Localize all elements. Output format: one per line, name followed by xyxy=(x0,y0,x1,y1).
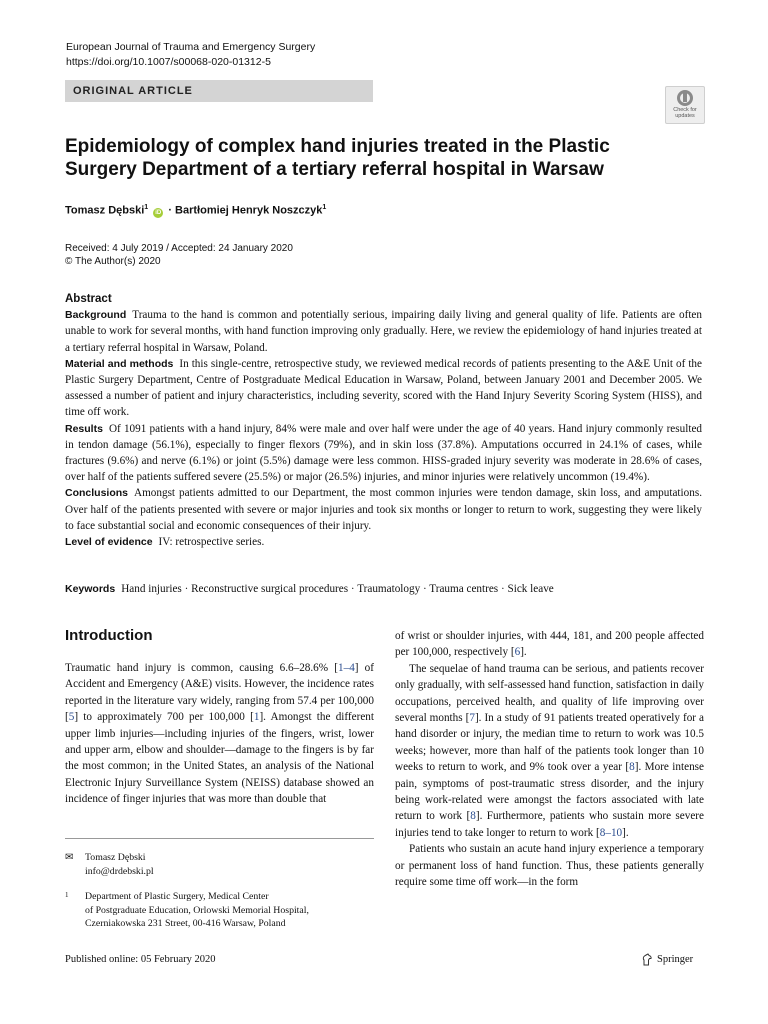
citation-link[interactable]: 5 xyxy=(68,711,75,724)
text-run: ] to approximately 700 per 100,000 [ xyxy=(74,711,254,724)
abstract-level-of-evidence xyxy=(65,534,702,550)
intro-paragraph xyxy=(395,661,704,841)
keywords xyxy=(65,583,554,595)
abstract-text: IV: retrospective series. xyxy=(158,536,265,549)
citation-link[interactable]: 6 xyxy=(514,646,521,659)
affiliation-line: Department of Plastic Surgery, Medical Center xyxy=(85,891,269,902)
abstract-label: Material and methods xyxy=(65,357,174,370)
correspondence-email[interactable]: info@drdebski.pl xyxy=(85,865,154,877)
doi-link[interactable]: https://doi.org/10.1007/s00068-020-01312-5 xyxy=(66,55,271,68)
text-run: ]. Amongst the different upper limb injuries—including injuries of the fingers, wrist, lower and upper arm, elbow and shoulder—damage to the fingers is by far the most common; in the United States, an analysis of the National Electronic Injury Surveillance System (NEISS) database showed an incidence of finger injuries that was more than double that xyxy=(65,711,374,806)
received-accepted: Received: 4 July 2019 / Accepted: 24 January 2020 xyxy=(65,243,293,254)
journal-name: European Journal of Trauma and Emergency Surgery xyxy=(66,41,316,53)
keywords-text: Hand injuries · Reconstructive surgical procedures · Traumatology · Trauma centres · Sick leave xyxy=(121,583,554,595)
intro-paragraph xyxy=(65,660,374,808)
text-run: ]. xyxy=(622,826,629,839)
footnote-divider xyxy=(65,838,374,839)
author-affiliation-mark: 1 xyxy=(144,204,149,211)
published-date: Published online: 05 February 2020 xyxy=(65,954,216,965)
citation-link[interactable]: 8 xyxy=(629,761,635,774)
text-run: Patients who sustain an acute hand injury experience a temporary or permanent loss of hand function. Thus, these patients generally require some time off work—in the form xyxy=(395,843,704,889)
springer-horse-icon xyxy=(641,953,653,966)
abstract-text: In this single-centre, retrospective study, we reviewed medical records of patients presenting to the A&E Unit of the Plastic Surgery Department, Centre of Postgraduate Medical Education in Warsaw, Poland, between January 2001 and December 2005. We assessed a number of patient and injury characteristics, including severity, scored with the Hand Injury Severity Scoring System (HISS), and time off work. xyxy=(65,357,702,419)
journal-header xyxy=(66,40,315,69)
affiliation-mark: 1 xyxy=(65,891,69,899)
text-run: of wrist or shoulder injuries, with 444, 181, and 200 people affected per 100,000, respectively [ xyxy=(395,630,704,659)
check-for-updates-badge[interactable] xyxy=(665,86,705,124)
citation-link[interactable]: 7 xyxy=(469,712,475,725)
section-heading-introduction: Introduction xyxy=(65,627,153,644)
text-run: ]. In a study of 91 patients treated operatively for a hand disorder or injury, the median time to return to work was 10.5 weeks; however, more than half of the patients took longer than 10 weeks to return to work, and 9% took over a year [ xyxy=(395,712,704,774)
abstract-text: Trauma to the hand is common and potentially serious, impairing daily living and general quality of life. Patients are often unable to work for several months, with hand function improving only gradually. Here, we review the epidemiology of hand injuries treated at a tertiary referral hospital in Warsaw, Poland. xyxy=(65,309,702,354)
text-run: ]. Furthermore, patients who sustain more severe injuries tend to take longer to return to work [ xyxy=(395,810,704,839)
abstract-methods xyxy=(65,356,702,421)
abstract-background xyxy=(65,307,702,356)
correspondence xyxy=(65,851,154,878)
abstract-label: Background xyxy=(65,309,127,322)
author-separator: · xyxy=(168,204,172,217)
correspondence-name: Tomasz Dębski xyxy=(85,852,146,863)
text-run: ] of Accident and Emergency (A&E) visits. However, the incidence rates reported in the literature vary widely, ranging from 57.4 per 100,000 [ xyxy=(65,662,374,724)
abstract-text: Amongst patients admitted to our Department, the most common injuries were tendon damage, skin loss, and amputations. Over half of the patients presented with severe or major injuries and took six months or longer to return to work, suggesting they were likely to face substantial social and economic consequences of their injury. xyxy=(65,487,702,532)
abstract-label: Level of evidence xyxy=(65,536,153,549)
author-list xyxy=(65,204,326,218)
author-name[interactable]: Bartłomiej Henryk Noszczyk xyxy=(175,204,323,217)
intro-paragraph xyxy=(395,841,704,890)
copyright: © The Author(s) 2020 xyxy=(65,256,161,267)
affiliation xyxy=(65,890,365,931)
article-dates xyxy=(65,242,293,268)
envelope-icon: ✉ xyxy=(65,852,74,863)
abstract-label: Conclusions xyxy=(65,487,129,500)
affiliation-line: Czerniakowska 231 Street, 00-416 Warsaw, Poland xyxy=(85,918,286,929)
text-run: The sequelae of hand trauma can be serious, and patients recover only gradually, with self-assessed hand function, satisfaction in daily occupations, perceived health, and quality of life improving over several months [ xyxy=(395,662,704,725)
article-title: Epidemiology of complex hand injuries treated in the Plastic Surgery Department of a tertiary referral hospital in Warsaw xyxy=(65,136,610,180)
abstract-results xyxy=(65,421,702,486)
body-column-right xyxy=(395,628,704,891)
abstract-heading: Abstract xyxy=(65,293,112,305)
abstract-conclusions xyxy=(65,485,702,534)
crossmark-icon xyxy=(676,89,694,107)
citation-link[interactable]: 8 xyxy=(470,810,476,823)
intro-paragraph xyxy=(395,628,704,661)
keywords-label: Keywords xyxy=(65,583,116,595)
badge-line-2: updates xyxy=(675,113,695,119)
article-type-banner: ORIGINAL ARTICLE xyxy=(65,80,373,102)
publisher-logo[interactable] xyxy=(641,953,693,966)
publisher-name: Springer xyxy=(657,954,694,965)
body-column-left xyxy=(65,660,374,808)
abstract-text: Of 1091 patients with a hand injury, 84% were male and over half were under the age of 40 years. Hand injury commonly resulted in tendon damage (56.1%), especially to finger flexors (79%), and in skin loss (37.8%). Amputations occurred in 24.1% of cases, while fractures (9.6%) and nerve (6.1%) or joint (5.5%) damage were less common. HISS-graded injury severity was moderate in 28.6% of cases, over half of the patients suffered severe (25.5%) or major (26.5%) injuries, and minor injuries were relatively uncommon (19.4%). xyxy=(65,422,702,484)
text-run: ]. xyxy=(520,646,527,659)
affiliation-line: of Postgraduate Education, Orlowski Memorial Hospital, xyxy=(85,904,309,916)
abstract xyxy=(65,291,702,550)
text-run: Traumatic hand injury is common, causing 6.6–28.6% [ xyxy=(65,662,338,674)
badge-line-1: Check for xyxy=(673,107,697,113)
citation-link[interactable]: 8–10 xyxy=(599,826,623,839)
citation-link[interactable]: 1–4 xyxy=(338,662,355,674)
author-name[interactable]: Tomasz Dębski xyxy=(65,204,145,217)
text-run: ]. More intense pain, symptoms of post-traumatic stress disorder, and the injury being work-related were amongst the factors associated with late return to work [ xyxy=(395,761,704,823)
orcid-icon[interactable]: iD xyxy=(155,209,162,216)
citation-link[interactable]: 1 xyxy=(253,711,260,724)
abstract-label: Results xyxy=(65,422,103,435)
author-affiliation-mark: 1 xyxy=(322,204,327,211)
